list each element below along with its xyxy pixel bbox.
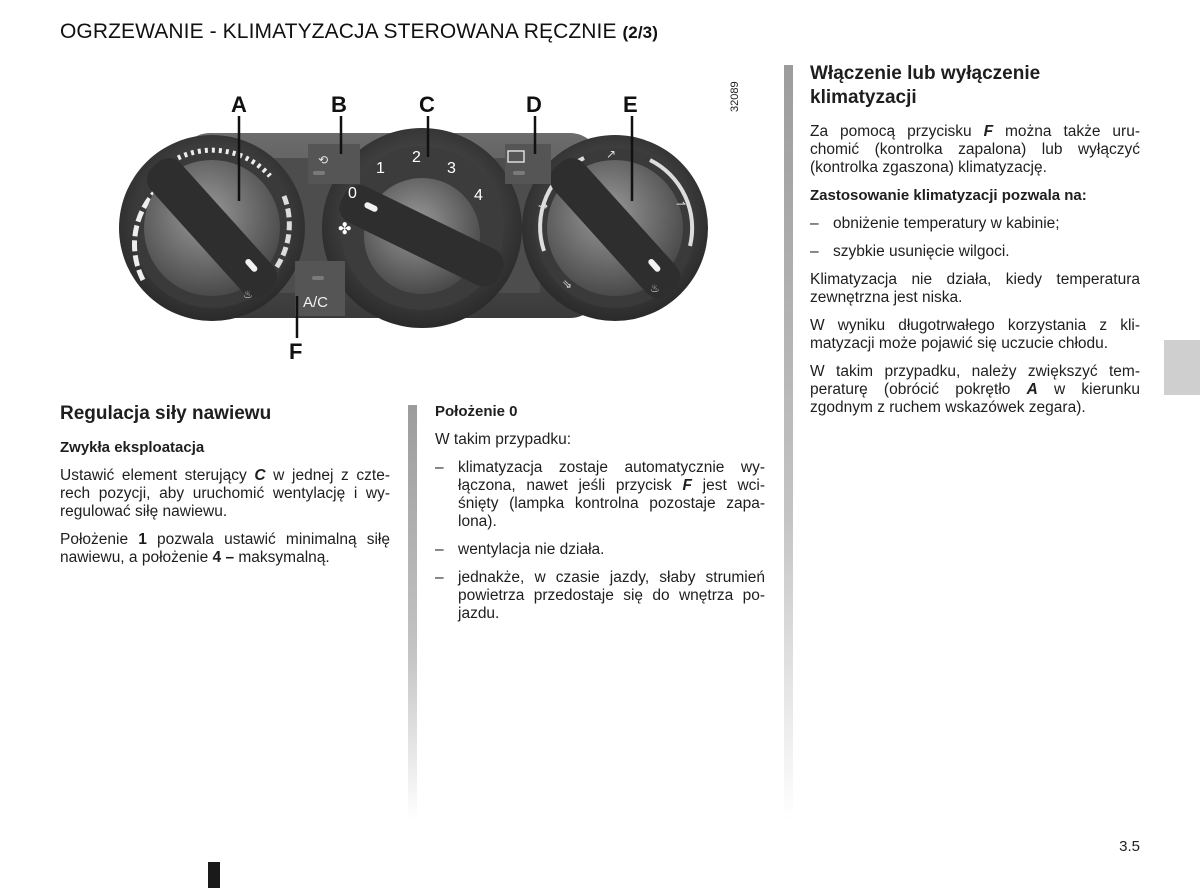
list-item — [810, 215, 1140, 233]
paragraph-increase-temperature — [810, 363, 1140, 417]
text: jednakże, w czasie jazdy, słaby strumień powietrza przedostaje się do wnętrza po-jazdu. — [458, 569, 765, 622]
callout-c: C — [419, 92, 435, 117]
control-ref-f: F — [983, 123, 994, 140]
climate-control-panel-figure — [60, 58, 760, 378]
svg-text:♨: ♨ — [650, 282, 660, 295]
subheading-ac-uses: Zastosowanie klimatyzacji pozwala na: — [810, 187, 1087, 204]
dash-marker: – — [435, 541, 444, 558]
page-number: 3.5 — [1119, 838, 1140, 855]
svg-text:↗: ↗ — [606, 147, 617, 161]
section-heading-ac: Włączenie lub wyłączenie klimatyzacji — [810, 63, 1041, 108]
position-max: 4 – — [212, 549, 235, 566]
dash-marker: – — [810, 215, 819, 232]
callout-e: E — [623, 92, 638, 117]
temperature-knob-a — [119, 135, 305, 321]
list-item — [810, 243, 1140, 261]
text: pozwala ustawić minimalną siłę nawiewu, a położenie — [60, 531, 390, 566]
paragraph-intro: W takim przypadku: — [435, 431, 572, 448]
fan-icon: ✤ — [338, 219, 352, 238]
dash-marker: – — [810, 243, 819, 260]
list-item — [435, 569, 765, 623]
column-position-zero — [435, 403, 765, 633]
text: Położenie — [60, 531, 139, 548]
paragraph-fan-positions — [60, 467, 390, 521]
control-ref-f: F — [682, 477, 692, 494]
figure-code: 32089 — [729, 81, 741, 112]
subheading-position-0: Położenie 0 — [435, 403, 518, 420]
fan-position-0: 0 — [348, 185, 357, 202]
svg-text:⇀: ⇀ — [676, 197, 687, 211]
paragraph-position-range — [60, 531, 390, 567]
column-fan-control — [60, 402, 390, 577]
text: klimatyzacja zostaje automatycznie wy-łączona, nawet jeśli przycisk — [458, 459, 765, 494]
svg-text:♨: ♨ — [243, 288, 253, 301]
text: Ustawić element sterujący — [60, 467, 255, 484]
section-tab-marker — [1164, 340, 1200, 395]
paragraph-low-temperature: Klimatyzacja nie działa, kiedy temperatura zewnętrzna jest niska. — [810, 271, 1140, 306]
paragraph-cold-feeling: W wyniku długotrwałego korzystania z kli-matyzacji może pojawić się uczucie chłodu. — [810, 317, 1140, 352]
text: w kierunku zgodnym z ruchem wskazówek zegara). — [810, 381, 1140, 416]
recirculation-button-b — [308, 144, 360, 184]
svg-text:⇝: ⇝ — [538, 199, 549, 213]
text: wentylacja nie działa. — [458, 541, 605, 558]
section-heading-fan: Regulacja siły nawiewu — [60, 403, 272, 424]
control-ref-c: C — [254, 467, 266, 484]
column-divider-1 — [408, 405, 417, 820]
callout-b: B — [331, 92, 347, 117]
print-mark — [208, 862, 220, 888]
dash-marker: – — [435, 569, 444, 586]
fan-position-1: 1 — [376, 160, 385, 177]
page-title-suffix: (2/3) — [622, 23, 658, 42]
list-item — [435, 541, 765, 559]
paragraph-ac-button — [810, 123, 1140, 177]
fan-position-3: 3 — [447, 160, 456, 177]
svg-text:⇘: ⇘ — [562, 277, 573, 291]
ac-button-f — [295, 261, 345, 316]
climate-control-panel-illustration — [60, 58, 760, 378]
list-item — [435, 459, 765, 531]
column-divider-2 — [784, 65, 793, 820]
callout-a: A — [231, 92, 247, 117]
dash-marker: – — [435, 459, 444, 476]
ac-label: A/C — [303, 294, 329, 311]
text: szybkie usunięcie wilgoci. — [833, 243, 1010, 260]
text: W takim przypadku, należy zwiększyć tem-peraturę (obrócić pokrętło — [810, 363, 1140, 398]
rear-defrost-button-d — [505, 144, 551, 184]
callout-d: D — [526, 92, 542, 117]
page-title-text: OGRZEWANIE - KLIMATYZACJA STEROWANA RĘCZNIE — [60, 20, 617, 43]
callout-f: F — [289, 339, 303, 364]
text: maksymalną. — [234, 549, 330, 566]
fan-position-4: 4 — [474, 187, 483, 204]
svg-text:⟲: ⟲ — [318, 153, 329, 167]
column-ac-toggle — [810, 62, 1140, 427]
text: jest wci-śnięty (lampka kontrolna pozostaje zapa-lona). — [458, 477, 765, 530]
page-title — [60, 20, 658, 44]
text: Za pomocą przycisku — [810, 123, 984, 140]
fan-position-2: 2 — [412, 149, 421, 166]
text: obniżenie temperatury w kabinie; — [833, 215, 1060, 232]
text: w jednej z czte-rech pozycji, aby uruchomić wentylację i wy-regulować siłę nawiewu. — [60, 467, 390, 520]
position-min: 1 — [138, 531, 147, 548]
subheading-normal-use: Zwykła eksploatacja — [60, 439, 205, 456]
text: można także uru-chomić (kontrolka zapalona) lub wyłączyć (kontrolka zgaszona) klimatyzację. — [810, 123, 1140, 176]
control-ref-a: A — [1026, 381, 1038, 398]
